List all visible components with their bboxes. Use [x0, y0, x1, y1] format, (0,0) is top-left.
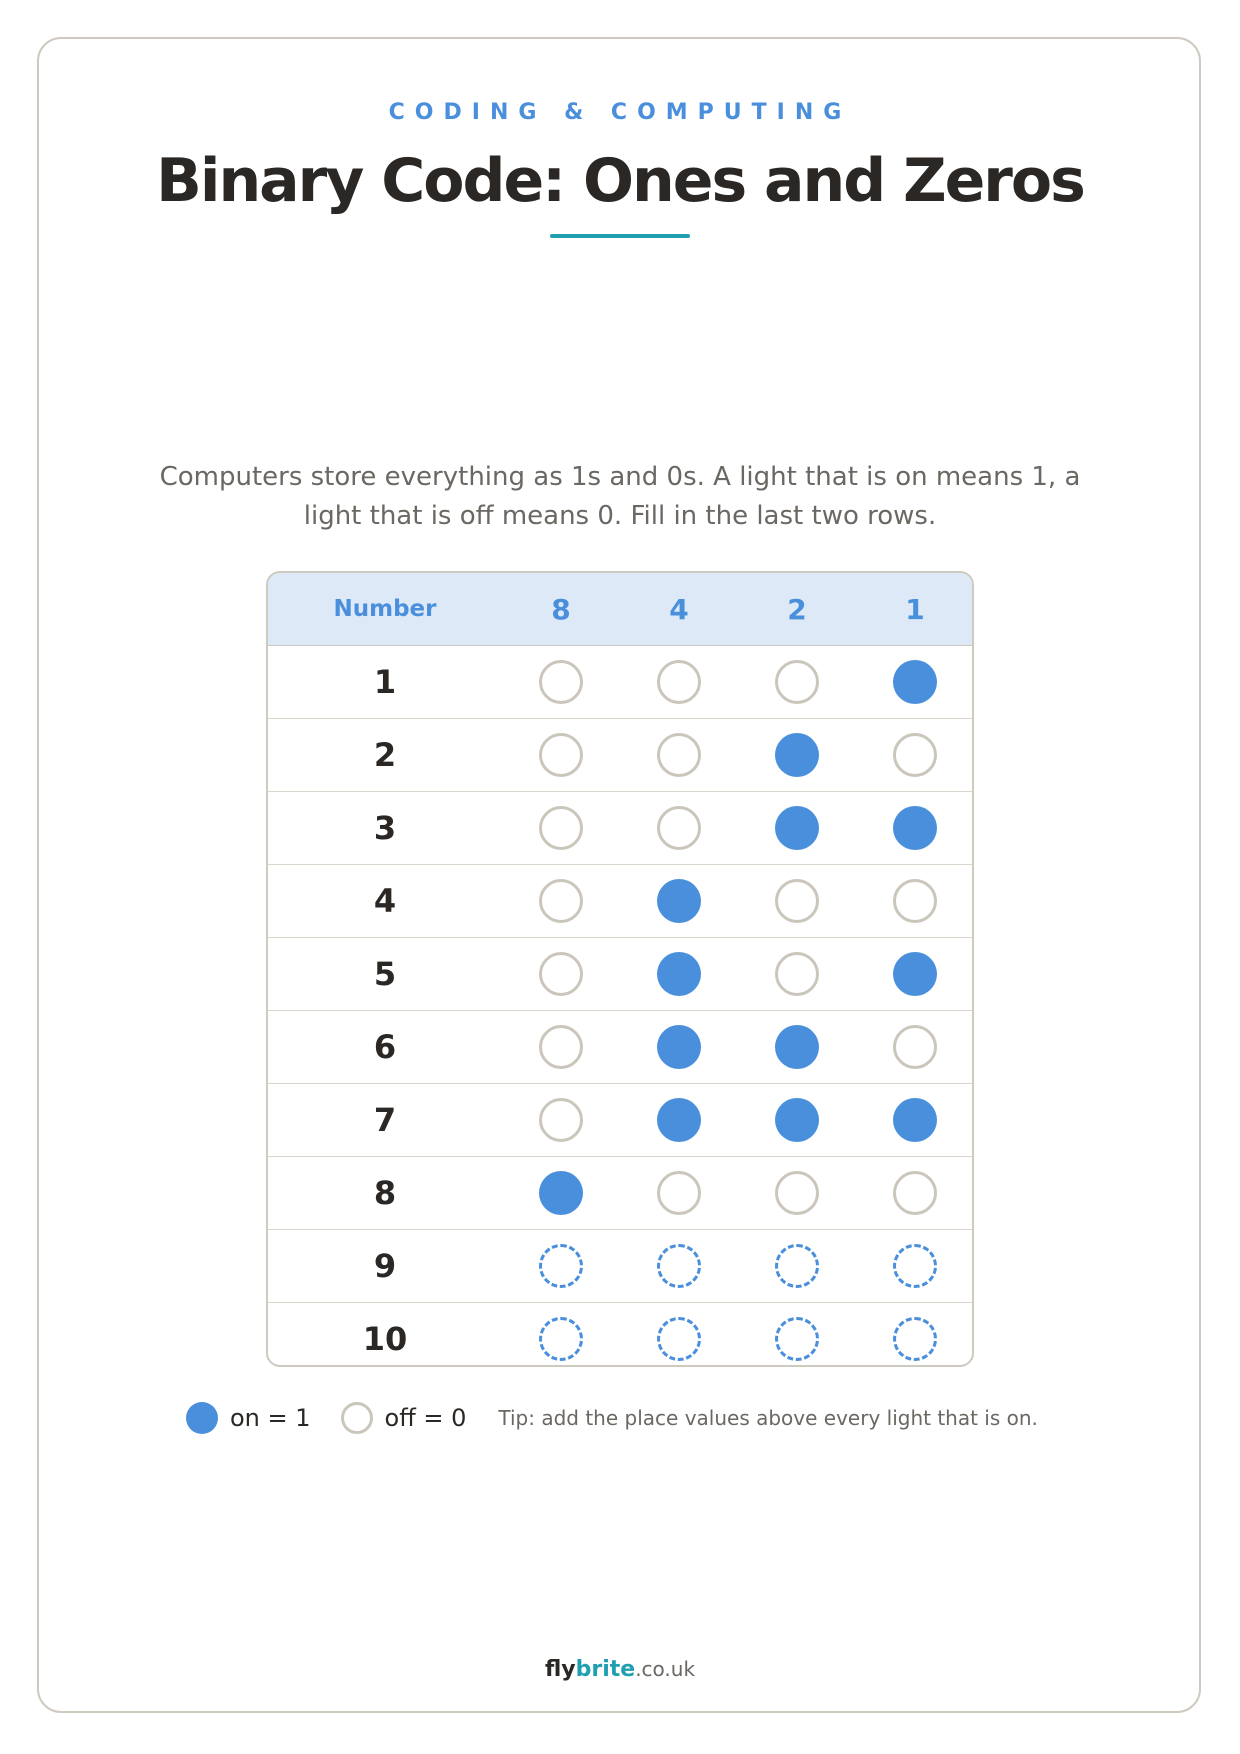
light-on-dot	[893, 806, 937, 850]
legend-off-label: off = 0	[384, 1404, 467, 1432]
header-place-1: 1	[905, 592, 925, 626]
row-number: 8	[373, 1174, 397, 1212]
light-off-dot	[539, 1025, 583, 1069]
row-number: 2	[373, 736, 397, 774]
row-number: 1	[373, 663, 397, 701]
table-body	[268, 646, 972, 1367]
bit-cell	[738, 1171, 856, 1215]
legend-on-label: on = 1	[230, 1404, 311, 1432]
bit-cell	[502, 1098, 620, 1142]
bit-cell	[738, 952, 856, 996]
light-off-dot	[893, 733, 937, 777]
binary-table	[266, 571, 974, 1367]
light-off-dot	[539, 733, 583, 777]
row-number: 6	[373, 1028, 397, 1066]
fill-in-dot[interactable]	[893, 1244, 937, 1288]
bit-cell	[856, 660, 974, 704]
brand-footer	[0, 1657, 1240, 1682]
light-off-dot	[657, 660, 701, 704]
bit-cell	[856, 1317, 974, 1361]
light-on-dot	[893, 1098, 937, 1142]
row-number: 3	[373, 809, 397, 847]
page-title: Binary Code: Ones and Zeros	[156, 146, 1084, 216]
bit-cell	[502, 1317, 620, 1361]
row-number: 10	[362, 1320, 408, 1358]
brand-part-brite: brite	[575, 1657, 636, 1682]
brand-part-domain: .co.uk	[635, 1657, 696, 1681]
bit-cell	[620, 733, 738, 777]
bit-cell	[856, 952, 974, 996]
header-place-8: 8	[551, 592, 571, 626]
table-row	[268, 865, 972, 938]
brand-part-fly: fly	[544, 1657, 576, 1682]
light-on-dot	[893, 660, 937, 704]
light-off-dot	[775, 1171, 819, 1215]
light-off-dot	[657, 1171, 701, 1215]
bit-cell	[620, 660, 738, 704]
light-off-dot	[539, 952, 583, 996]
bit-cell	[620, 1171, 738, 1215]
light-off-dot	[893, 1171, 937, 1215]
table-row	[268, 646, 972, 719]
bit-cell	[620, 1244, 738, 1288]
legend-on-dot	[186, 1402, 218, 1434]
table-row	[268, 1084, 972, 1157]
bit-cell	[856, 1244, 974, 1288]
bit-cell	[856, 806, 974, 850]
light-on-dot	[539, 1171, 583, 1215]
light-on-dot	[657, 1098, 701, 1142]
light-off-dot	[775, 660, 819, 704]
bit-cell	[620, 879, 738, 923]
subject-eyebrow: CODING & COMPUTING	[388, 100, 852, 125]
light-on-dot	[775, 1098, 819, 1142]
light-off-dot	[539, 879, 583, 923]
bit-cell	[738, 806, 856, 850]
header-place-2: 2	[787, 592, 807, 626]
bit-cell	[620, 1025, 738, 1069]
fill-in-dot[interactable]	[539, 1244, 583, 1288]
intro-text: Computers store everything as 1s and 0s. A light that is on means 1, a light that is off means 0. Fill in the last two rows.	[159, 462, 1081, 531]
legend-off-dot	[341, 1402, 373, 1434]
light-off-dot	[539, 1098, 583, 1142]
light-off-dot	[657, 733, 701, 777]
fill-in-dot[interactable]	[539, 1317, 583, 1361]
bit-cell	[620, 1317, 738, 1361]
bit-cell	[738, 660, 856, 704]
light-on-dot	[775, 806, 819, 850]
bit-cell	[738, 733, 856, 777]
light-off-dot	[657, 806, 701, 850]
bit-cell	[856, 1025, 974, 1069]
light-off-dot	[775, 952, 819, 996]
bit-cell	[502, 806, 620, 850]
bit-cell	[502, 952, 620, 996]
title-underline	[550, 234, 690, 238]
light-on-dot	[775, 1025, 819, 1069]
light-off-dot	[893, 879, 937, 923]
bit-cell	[738, 1244, 856, 1288]
table-row	[268, 1303, 972, 1367]
row-number: 4	[373, 882, 397, 920]
fill-in-dot[interactable]	[775, 1244, 819, 1288]
bit-cell	[502, 1171, 620, 1215]
bit-cell	[620, 952, 738, 996]
fill-in-dot[interactable]	[657, 1317, 701, 1361]
light-on-dot	[893, 952, 937, 996]
bit-cell	[738, 1025, 856, 1069]
bit-cell	[856, 733, 974, 777]
bit-cell	[502, 660, 620, 704]
bit-cell	[502, 1025, 620, 1069]
bit-cell	[738, 1317, 856, 1361]
bit-cell	[502, 1244, 620, 1288]
table-row	[268, 1011, 972, 1084]
table-row	[268, 938, 972, 1011]
bit-cell	[620, 806, 738, 850]
row-number: 9	[373, 1247, 397, 1285]
fill-in-dot[interactable]	[893, 1317, 937, 1361]
bit-cell	[856, 1171, 974, 1215]
light-on-dot	[775, 733, 819, 777]
bit-cell	[738, 879, 856, 923]
bit-cell	[856, 879, 974, 923]
header-place-4: 4	[669, 592, 689, 626]
light-off-dot	[775, 879, 819, 923]
header-number: Number	[333, 596, 437, 622]
table-row	[268, 1157, 972, 1230]
table-header	[268, 573, 972, 646]
bit-cell	[738, 1098, 856, 1142]
bit-cell	[502, 733, 620, 777]
bit-cell	[502, 879, 620, 923]
legend-tip: Tip: add the place values above every light that is on.	[498, 1406, 1038, 1430]
table-row	[268, 792, 972, 865]
row-number: 7	[373, 1101, 397, 1139]
light-off-dot	[539, 806, 583, 850]
light-off-dot	[539, 660, 583, 704]
legend	[186, 1400, 1038, 1436]
bit-cell	[620, 1098, 738, 1142]
light-on-dot	[657, 1025, 701, 1069]
light-off-dot	[893, 1025, 937, 1069]
fill-in-dot[interactable]	[775, 1317, 819, 1361]
light-on-dot	[657, 879, 701, 923]
light-on-dot	[657, 952, 701, 996]
table-row	[268, 719, 972, 792]
bit-cell	[856, 1098, 974, 1142]
row-number: 5	[373, 955, 397, 993]
table-row	[268, 1230, 972, 1303]
fill-in-dot[interactable]	[657, 1244, 701, 1288]
